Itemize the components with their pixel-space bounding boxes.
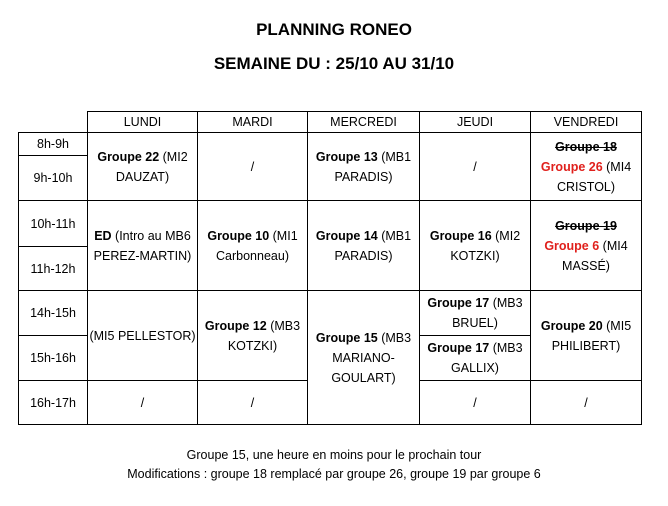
cell-vendredi-10-12: Groupe 19 Groupe 6 (MI4 MASSÉ) <box>531 201 642 291</box>
cell-vendredi-14-16: Groupe 20 (MI5 PHILIBERT) <box>531 291 642 381</box>
cell-lundi-10-12: ED (Intro au MB6 PEREZ-MARTIN) <box>88 201 198 291</box>
cell-mardi-10-12: Groupe 10 (MI1 Carbonneau) <box>198 201 308 291</box>
note-modifications: Modifications : groupe 18 remplacé par groupe 26, groupe 19 par groupe 6 <box>127 467 541 481</box>
cell-mercredi-10-12: Groupe 14 (MB1 PARADIS) <box>308 201 420 291</box>
time-15-16: 15h-16h <box>19 336 88 381</box>
cell-mardi-14-16: Groupe 12 (MB3 KOTZKI) <box>198 291 308 381</box>
day-header-mardi: MARDI <box>198 112 308 133</box>
cell-jeudi-10-12: Groupe 16 (MI2 KOTZKI) <box>420 201 531 291</box>
cell-mardi-8-10: / <box>198 133 308 201</box>
cell-lundi-16-17: / <box>88 381 198 425</box>
time-14-15: 14h-15h <box>19 291 88 336</box>
note-groupe-15: Groupe 15, une heure en moins pour le prochain tour <box>186 448 482 462</box>
day-header-jeudi: JEUDI <box>420 112 531 133</box>
cell-lundi-8-10: Groupe 22 (MI2 DAUZAT) <box>88 133 198 201</box>
time-9-10: 9h-10h <box>19 156 88 201</box>
corner-cell <box>19 112 88 133</box>
time-16-17: 16h-17h <box>19 381 88 425</box>
cell-jeudi-15-16: Groupe 17 (MB3 GALLIX) <box>420 336 531 381</box>
schedule-table <box>18 111 642 425</box>
cell-jeudi-14-15: Groupe 17 (MB3 BRUEL) <box>420 291 531 336</box>
cell-mercredi-14-17: Groupe 15 (MB3 MARIANO-GOULART) <box>308 291 420 425</box>
cell-vendredi-8-10: Groupe 18 Groupe 26 (MI4 CRISTOL) <box>531 133 642 201</box>
page-title: PLANNING RONEO <box>256 20 412 39</box>
day-header-lundi: LUNDI <box>88 112 198 133</box>
time-11-12: 11h-12h <box>19 247 88 291</box>
day-header-mercredi: MERCREDI <box>308 112 420 133</box>
cell-vendredi-16-17: / <box>531 381 642 425</box>
time-8-9: 8h-9h <box>19 133 88 156</box>
cell-jeudi-8-10: / <box>420 133 531 201</box>
cell-mercredi-8-10: Groupe 13 (MB1 PARADIS) <box>308 133 420 201</box>
day-header-vendredi: VENDREDI <box>531 112 642 133</box>
cell-mardi-16-17: / <box>198 381 308 425</box>
cell-jeudi-16-17: / <box>420 381 531 425</box>
cell-lundi-14-16: (MI5 PELLESTOR) <box>88 291 198 381</box>
week-subtitle: SEMAINE DU : 25/10 AU 31/10 <box>213 54 455 73</box>
time-10-11: 10h-11h <box>19 201 88 247</box>
